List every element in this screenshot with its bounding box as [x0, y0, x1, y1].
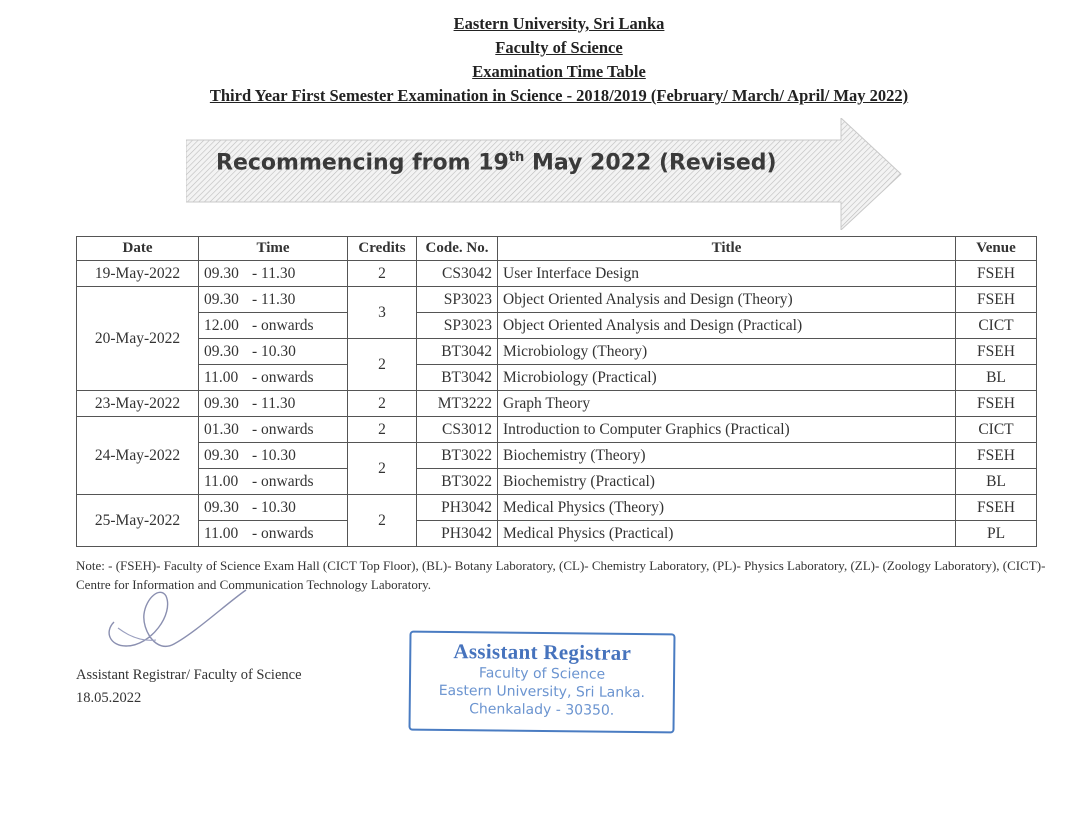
code-cell: SP3023: [417, 287, 498, 313]
time-cell: [199, 417, 348, 443]
time-end: - onwards: [252, 472, 314, 490]
title-cell: User Interface Design: [498, 261, 956, 287]
date-cell: 23-May-2022: [77, 391, 199, 417]
code-cell: CS3042: [417, 261, 498, 287]
code-cell: PH3042: [417, 521, 498, 547]
time-start: 12.00: [204, 316, 239, 334]
table-header-row: [77, 237, 1037, 261]
time-start: 09.30: [204, 446, 239, 464]
col-title: Title: [498, 237, 956, 261]
title-cell: Microbiology (Theory): [498, 339, 956, 365]
banner-text: [216, 150, 777, 175]
registrar-block: [76, 664, 302, 710]
time-cell: [199, 521, 348, 547]
code-cell: SP3023: [417, 313, 498, 339]
col-code: Code. No.: [417, 237, 498, 261]
time-start: 11.00: [204, 472, 239, 490]
title-cell: Introduction to Computer Graphics (Practical): [498, 417, 956, 443]
time-start: 09.30: [204, 342, 239, 360]
time-cell: [199, 443, 348, 469]
faculty-name: Faculty of Science: [495, 38, 623, 57]
time-end: - onwards: [252, 420, 314, 438]
date-cell: 25-May-2022: [77, 495, 199, 547]
time-cell: [199, 313, 348, 339]
time-start: 01.30: [204, 420, 239, 438]
credits-cell: 2: [348, 417, 417, 443]
title-cell: Biochemistry (Practical): [498, 469, 956, 495]
venue-cell: FSEH: [956, 287, 1037, 313]
table-row: [77, 365, 1037, 391]
revised-banner: [186, 118, 906, 230]
time-cell: [199, 495, 348, 521]
venue-cell: BL: [956, 365, 1037, 391]
credits-cell: 2: [348, 495, 417, 547]
venue-cell: FSEH: [956, 339, 1037, 365]
time-start: 09.30: [204, 290, 239, 308]
credits-cell: 2: [348, 443, 417, 495]
time-cell: [199, 365, 348, 391]
venue-cell: FSEH: [956, 495, 1037, 521]
registrar-date: 18.05.2022: [76, 690, 142, 706]
exam-timetable: [76, 236, 1037, 547]
code-cell: CS3012: [417, 417, 498, 443]
venue-note: Note: - (FSEH)- Faculty of Science Exam Hall (CICT Top Floor), (BL)- Botany Laboratory, (CL)- Chemistry Laboratory, (PL)- Physics Laboratory, (ZL)- (Zoology Laboratory), (CICT)- Centre for Information and Communication Technology Laboratory.: [76, 558, 1046, 592]
table-row: [77, 417, 1037, 443]
title-cell: Object Oriented Analysis and Design (Practical): [498, 313, 956, 339]
time-end: - onwards: [252, 524, 314, 542]
time-start: 09.30: [204, 394, 239, 412]
banner-text-prefix: Recommencing from 19: [216, 150, 509, 176]
title-cell: Object Oriented Analysis and Design (Theory): [498, 287, 956, 313]
code-cell: BT3042: [417, 365, 498, 391]
table-row: [77, 469, 1037, 495]
time-end: - 10.30: [252, 498, 296, 516]
table-row: [77, 521, 1037, 547]
university-name: Eastern University, Sri Lanka: [453, 14, 665, 33]
title-cell: Medical Physics (Theory): [498, 495, 956, 521]
exam-subtitle: Third Year First Semester Examination in Science - 2018/2019 (February/ March/ April/ May 2022): [209, 86, 909, 105]
table-row: [77, 339, 1037, 365]
title-cell: Graph Theory: [498, 391, 956, 417]
code-cell: MT3222: [417, 391, 498, 417]
credits-cell: 2: [348, 261, 417, 287]
venue-cell: FSEH: [956, 443, 1037, 469]
venue-cell: CICT: [956, 417, 1037, 443]
time-end: - 11.30: [252, 264, 296, 282]
time-start: 09.30: [204, 264, 239, 282]
stamp-address: Chenkalady - 30350.: [469, 701, 615, 719]
time-start: 09.30: [204, 498, 239, 516]
venue-cell: CICT: [956, 313, 1037, 339]
venue-cell: FSEH: [956, 261, 1037, 287]
time-end: - onwards: [252, 368, 314, 386]
time-start: 11.00: [204, 368, 239, 386]
signature-icon: [96, 584, 266, 664]
code-cell: PH3042: [417, 495, 498, 521]
table-row: [77, 443, 1037, 469]
code-cell: BT3042: [417, 339, 498, 365]
official-stamp: [408, 631, 675, 734]
title-cell: Microbiology (Practical): [498, 365, 956, 391]
venue-cell: BL: [956, 469, 1037, 495]
table-row: [77, 261, 1037, 287]
venue-cell: PL: [956, 521, 1037, 547]
time-cell: [199, 339, 348, 365]
table-row: [77, 391, 1037, 417]
time-end: - 10.30: [252, 342, 296, 360]
time-end: - 11.30: [252, 290, 296, 308]
credits-cell: 2: [348, 339, 417, 391]
time-start: 11.00: [204, 524, 239, 542]
time-cell: [199, 287, 348, 313]
title-cell: Medical Physics (Practical): [498, 521, 956, 547]
credits-cell: 2: [348, 391, 417, 417]
code-cell: BT3022: [417, 443, 498, 469]
table-row: [77, 313, 1037, 339]
document-title: Examination Time Table: [472, 62, 646, 81]
table-row: [77, 495, 1037, 521]
registrar-role: Assistant Registrar/ Faculty of Science: [76, 667, 302, 683]
banner-text-sup: th: [508, 150, 525, 165]
date-cell: 24-May-2022: [77, 417, 199, 495]
stamp-faculty: Faculty of Science: [478, 665, 606, 683]
document-header: [0, 12, 1074, 108]
title-cell: Biochemistry (Theory): [498, 443, 956, 469]
table-row: [77, 287, 1037, 313]
venue-cell: FSEH: [956, 391, 1037, 417]
time-end: - onwards: [252, 316, 314, 334]
banner-text-suffix: May 2022 (Revised): [524, 150, 777, 176]
date-cell: 20-May-2022: [77, 287, 199, 391]
credits-cell: 3: [348, 287, 417, 339]
col-time: Time: [199, 237, 348, 261]
col-venue: Venue: [956, 237, 1037, 261]
time-end: - 10.30: [252, 446, 296, 464]
time-cell: [199, 391, 348, 417]
stamp-university: Eastern University, Sri Lanka.: [438, 682, 646, 702]
code-cell: BT3022: [417, 469, 498, 495]
col-credits: Credits: [348, 237, 417, 261]
time-cell: [199, 469, 348, 495]
time-end: - 11.30: [252, 394, 296, 412]
col-date: Date: [77, 237, 199, 261]
stamp-title: Assistant Registrar: [453, 639, 632, 665]
date-cell: 19-May-2022: [77, 261, 199, 287]
time-cell: [199, 261, 348, 287]
